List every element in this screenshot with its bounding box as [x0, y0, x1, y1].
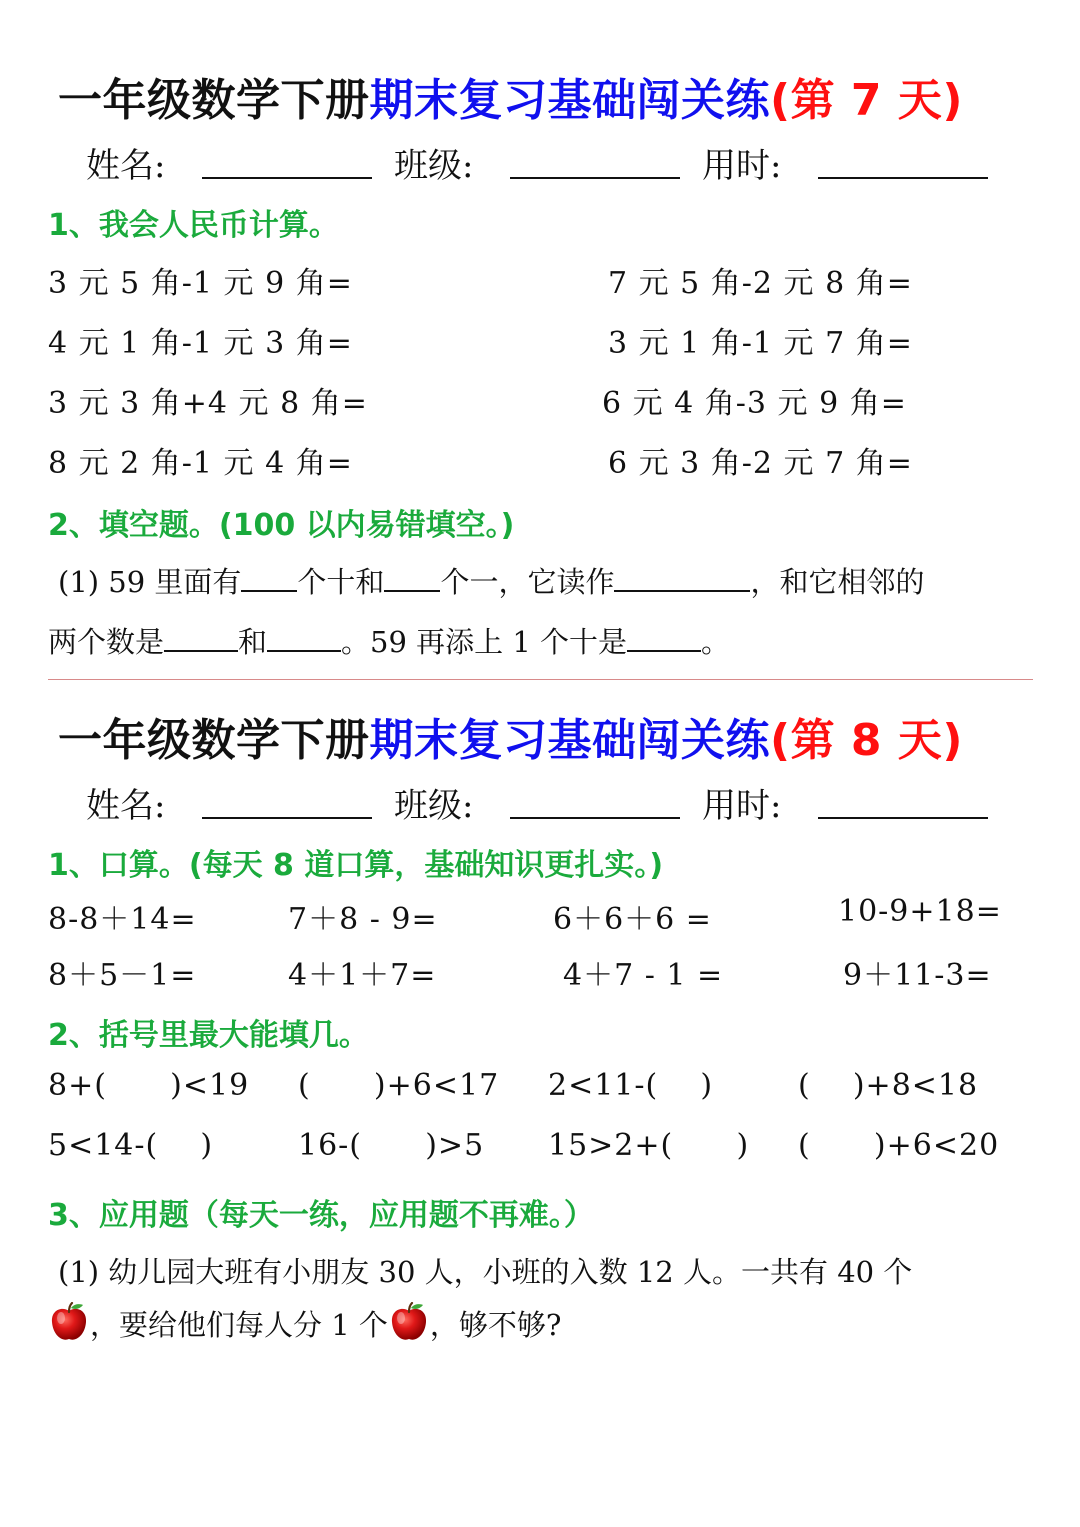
- fill-text: 个十和: [297, 565, 385, 599]
- page-title-day8: [58, 704, 963, 768]
- mental-problem: 10-9+18=: [838, 894, 1002, 929]
- class-label: 班级:: [394, 786, 474, 826]
- fill-question-line1: [58, 560, 924, 601]
- fill-text: 。59 再添上 1 个十是: [341, 625, 628, 659]
- page-title-day7: [58, 64, 963, 128]
- bracket-problem: ( )+8<18: [798, 1068, 979, 1103]
- fill-text: ，和它相邻的: [750, 565, 925, 599]
- bracket-problem: 16-( )>5: [298, 1128, 485, 1163]
- blank-neighbor-2[interactable]: [267, 624, 341, 652]
- mental-problem: 9＋11-3=: [843, 958, 992, 993]
- money-problem: 3 元 1 角-1 元 7 角=: [608, 326, 913, 361]
- bracket-problem: 15>2+( ): [548, 1128, 750, 1163]
- money-problem: 3 元 5 角-1 元 9 角=: [48, 266, 353, 301]
- section-heading-money: 1、我会人民币计算。: [48, 208, 339, 243]
- mental-problem: 4＋1＋7=: [288, 958, 437, 993]
- time-label: 用时:: [702, 146, 782, 186]
- section-divider: [48, 679, 1033, 680]
- mental-problem: 4＋7 - 1 =: [563, 958, 724, 993]
- title-part-day: (第 7 天): [770, 75, 963, 126]
- mental-problem: 7＋8 - 9=: [288, 902, 438, 937]
- money-problem: 3 元 3 角+4 元 8 角=: [48, 386, 368, 421]
- word-text: ，要给他们每人分 1 个: [90, 1307, 388, 1342]
- title-part-review: 期末复习基础闯关练: [369, 715, 770, 766]
- blank-ones[interactable]: [384, 564, 440, 592]
- word-problem-line1: (1) 幼儿园大班有小朋友 30 人，小班的入数 12 人。一共有 40 个: [58, 1255, 913, 1289]
- word-text: ，够不够?: [429, 1307, 562, 1342]
- blank-plus-ten[interactable]: [627, 624, 701, 652]
- bracket-problem: 2<11-( ): [548, 1068, 714, 1103]
- title-part-grade: 一年级数学下册: [58, 75, 370, 126]
- fill-text: 。: [701, 625, 731, 659]
- bracket-problem: 8+( )<19: [48, 1068, 250, 1103]
- mental-problem: 8＋5－1=: [48, 958, 197, 993]
- name-field[interactable]: [202, 817, 372, 819]
- blank-read-as[interactable]: [614, 564, 750, 592]
- title-part-review: 期末复习基础闯关练: [369, 75, 770, 126]
- bracket-problem: 5<14-( ): [48, 1128, 214, 1163]
- section-heading-mental-math: 1、口算。(每天 8 道口算，基础知识更扎实。): [48, 848, 664, 883]
- time-field[interactable]: [818, 177, 988, 179]
- word-problem-line2: [48, 1302, 561, 1344]
- name-field[interactable]: [202, 177, 372, 179]
- bracket-problem: ( )+6<17: [298, 1068, 500, 1103]
- blank-tens[interactable]: [241, 564, 297, 592]
- blank-neighbor-1[interactable]: [164, 624, 238, 652]
- mental-problem: 8-8＋14=: [48, 902, 197, 937]
- section-heading-word-problem: 3、应用题（每天一练，应用题不再难。）: [48, 1198, 594, 1233]
- money-problem: 6 元 3 角-2 元 7 角=: [608, 446, 913, 481]
- class-label: 班级:: [394, 146, 474, 186]
- fill-text: 两个数是: [48, 625, 165, 659]
- title-part-grade: 一年级数学下册: [58, 715, 370, 766]
- money-problem: 6 元 4 角-3 元 9 角=: [602, 386, 907, 421]
- bracket-problem: ( )+6<20: [798, 1128, 1000, 1163]
- fill-text: 个一，它读作: [440, 565, 615, 599]
- section-heading-brackets: 2、括号里最大能填几。: [48, 1018, 369, 1053]
- mental-problem: 6＋6＋6 =: [553, 902, 712, 937]
- class-field[interactable]: [510, 177, 680, 179]
- apple-icon: [388, 1302, 430, 1344]
- fill-text: (1) 59 里面有: [58, 565, 242, 599]
- fill-text: 和: [238, 625, 268, 659]
- class-field[interactable]: [510, 817, 680, 819]
- fill-question-line2: [48, 620, 730, 661]
- time-label: 用时:: [702, 786, 782, 826]
- title-part-day: (第 8 天): [770, 715, 963, 766]
- money-problem: 4 元 1 角-1 元 3 角=: [48, 326, 353, 361]
- time-field[interactable]: [818, 817, 988, 819]
- money-problem: 8 元 2 角-1 元 4 角=: [48, 446, 353, 481]
- apple-icon: [48, 1302, 90, 1344]
- name-label: 姓名:: [86, 786, 166, 826]
- section-heading-fill-blanks: 2、填空题。(100 以内易错填空。): [48, 508, 515, 543]
- name-label: 姓名:: [86, 146, 166, 186]
- money-problem: 7 元 5 角-2 元 8 角=: [608, 266, 913, 301]
